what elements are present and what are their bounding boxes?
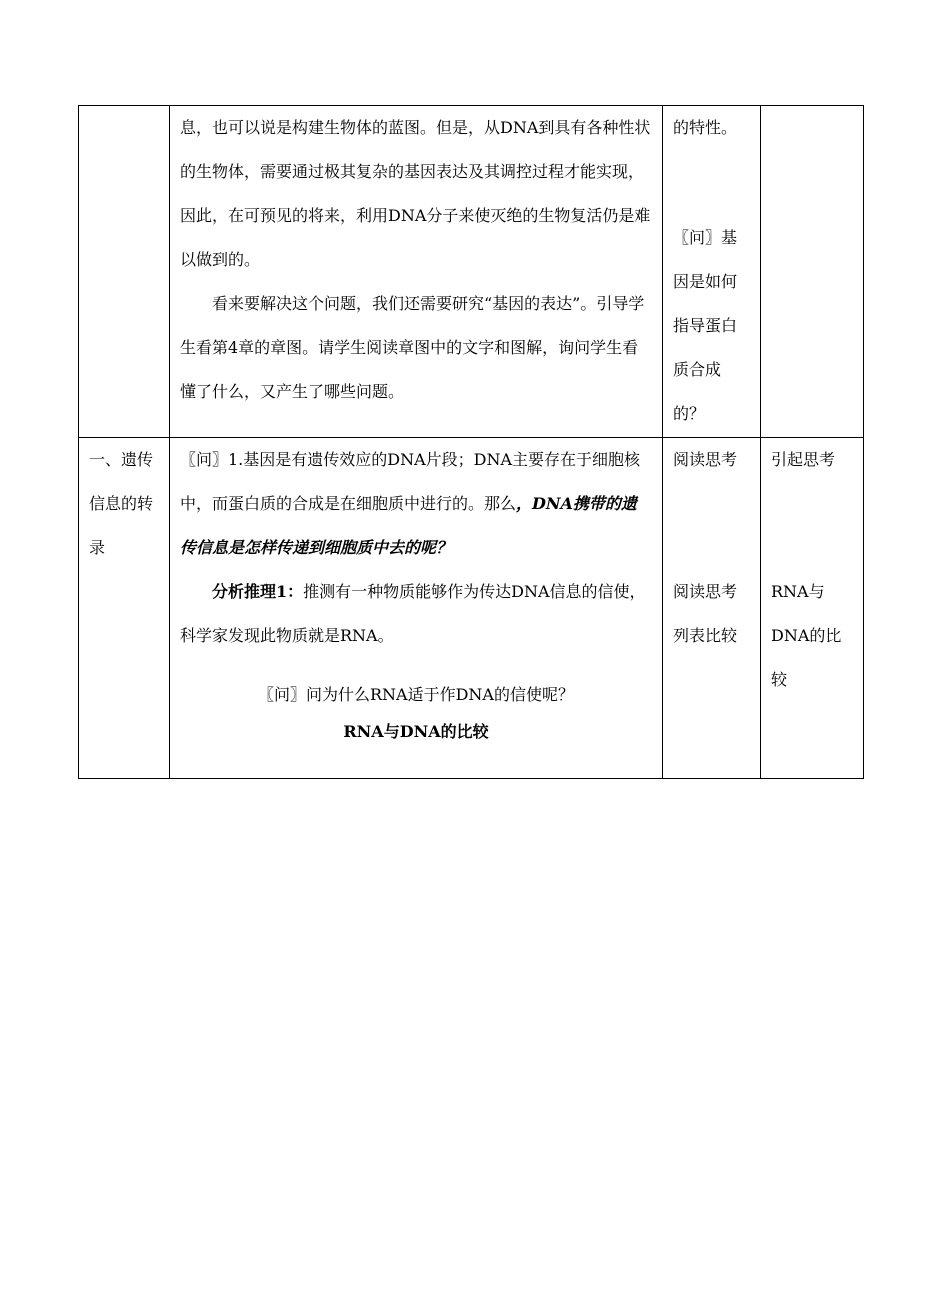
activity-text: 阅读思考	[673, 582, 738, 601]
section-cell	[79, 106, 170, 438]
student-activity-cell	[663, 106, 761, 438]
lesson-plan-table	[78, 105, 864, 779]
content-paragraph	[180, 438, 652, 570]
intent-text: 引起思考	[771, 450, 836, 469]
analysis-label: 分析推理1：	[212, 582, 304, 601]
intent-text: RNA与DNA的比较	[771, 582, 842, 689]
content-paragraph: 看来要解决这个问题，我们还需要研究“基因的表达”。引导学生看第4章的章图。请学生阅读章图中的文字和图解，询问学生看懂了什么，又产生了哪些问题。	[180, 294, 645, 401]
design-intent-cell	[761, 438, 864, 779]
question-text: 〖问〗1.基因是有遗传效应的DNA片段；DNA主要存在于细胞核中，而蛋白质的合成是在细胞质中进行的。那么	[180, 450, 641, 513]
analysis-text: 推测有一种物质能够作为传达DNA信息的信使，科学家发现此物质就是RNA。	[180, 582, 646, 645]
activity-text: 阅读思考	[673, 450, 738, 469]
activity-text: 列表比较	[673, 626, 738, 645]
question-emphasis: ，DNA携带的遗传信息是怎样传递到细胞质中去的呢？	[180, 494, 637, 557]
teaching-content-cell	[170, 106, 663, 438]
section-cell	[79, 438, 170, 779]
compare-title: RNA与DNA的比较	[343, 722, 489, 741]
design-intent-cell	[761, 106, 864, 438]
question-text: 〖问〗问为什么RNA适于作DNA的信使呢？	[258, 685, 574, 704]
activity-question: 〖问〗基因是如何指导蛋白质合成的？	[673, 228, 738, 423]
content-paragraph: 息，也可以说是构建生物体的蓝图。但是，从DNA到具有各种性状的生物体，需要通过极其复杂的基因表达及其调控过程才能实现，因此，在可预见的将来，利用DNA分子来使灭绝的生物复活仍是难以做到的。	[180, 118, 651, 269]
activity-text: 的特性。	[673, 118, 738, 137]
content-paragraph	[180, 570, 652, 658]
table-row	[79, 106, 864, 438]
teaching-content-cell	[170, 438, 663, 779]
table-row	[79, 438, 864, 779]
section-title: 一、遗传信息的转录	[89, 450, 154, 557]
student-activity-cell	[663, 438, 761, 779]
